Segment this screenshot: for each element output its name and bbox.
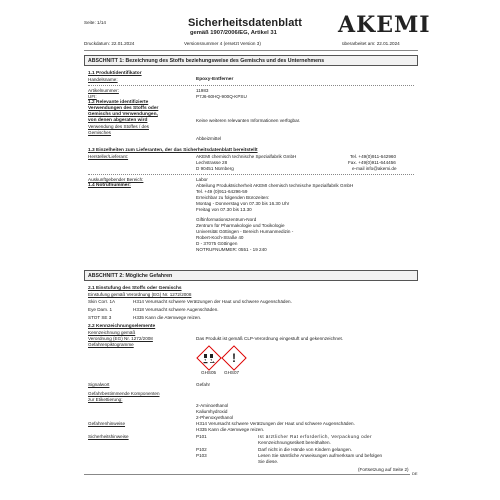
notruf-line-4: Montag - Donnerstag von 07.30 bis 16.30 Uhr [196, 201, 290, 206]
artikel-value: 11983 [196, 88, 209, 93]
footer-divider [84, 474, 410, 475]
continued-note: (Fortsetzung auf Seite 2) [358, 467, 409, 472]
s12-heading-1: 1.2 Relevante identifizierte [88, 100, 149, 105]
s14-heading: 1.4 Notrufnummer: [88, 183, 131, 188]
artikel-label: Artikelnummer: [88, 88, 119, 93]
footer-code: DE [412, 471, 418, 476]
s22-heading: 2.2 Kennzeichnungselemente [88, 324, 156, 329]
p102-code: P102 [196, 447, 207, 452]
phone-number: Tel. +49(0)911-642960 [350, 154, 397, 159]
s22-subheading-2: Verordnung (EG) Nr. 1272/2008 [88, 336, 153, 341]
auskunft-label: Auskunftgebender Bereich: [88, 177, 144, 182]
print-date: Druckdatum: 22.01.2024 [84, 41, 135, 46]
notruf-line-3: Erreichbar zu folgenden Bürozeiten: [196, 195, 270, 200]
s12-heading-3: Gemischs und Verwendungen, [88, 112, 158, 117]
hersteller-line-3: D 90451 Nürnberg [196, 166, 234, 171]
hersteller-line-1: AKEMI chemisch technische Spezialfabrik GmbH [196, 154, 297, 159]
notruf-line-2: Tel. +49 (0)911-64296-59 [196, 189, 248, 194]
notruf-line-9: Robert-Koch-Straße 40 [196, 235, 244, 240]
signal-word-value: Gefahr [196, 382, 211, 387]
hazard-class-1: Skin Corr. 1A [88, 299, 116, 304]
hazard-statement-2: H318 Verursacht schwere Augenschäden. [133, 307, 219, 312]
component-1: 2-Aminoethanol [196, 403, 229, 408]
component-2: Kaliumhydroxid [196, 409, 228, 414]
precautionary-label: Sicherheitshinweise [88, 434, 129, 439]
notruf-line-5: Freitag von 07.30 bis 13.30 [196, 207, 252, 212]
s12-value: Keine weiteren relevanten Informationen verfügbar. [196, 118, 301, 123]
notruf-line-11: NOTRUFNUMMER: 0551 - 19 240 [196, 247, 267, 252]
ufi-label: UFI: [88, 94, 97, 99]
document-subtitle: gemäß 1907/2006/EG, Artikel 31 [190, 30, 277, 36]
email-address[interactable]: e-mail info@akemi.de [352, 166, 397, 171]
p103-code: P103 [196, 453, 207, 458]
s21-subheading: Einstufung gemäß Verordnung (EG) Nr. 1272/2008 [88, 292, 192, 297]
s11-heading: 1.1 Produktidentifikator [88, 71, 142, 76]
exclamation-icon: ! [232, 351, 236, 365]
hazard-statement-h314: H314 Verursacht schwere Verätzungen der Haut und schwere Augenschäden. [196, 421, 355, 426]
notruf-line-7: Zentrum für Pharmakologie und Toxikologie [196, 223, 285, 228]
hazard-class-3: STOT SE 3 [88, 315, 112, 320]
section-1-heading: ABSCHNITT 1: Bezeichnung des Stoffs beziehungsweise des Gemischs und des Unternehmens [84, 55, 418, 66]
p101-text-2: Kennzeichnungsetikett bereithalten. [258, 440, 331, 445]
p101-code: P101 [196, 434, 207, 439]
s22-value: Das Produkt ist gemäß CLP-Verordnung eingestuft und gekennzeichnet. [196, 336, 344, 341]
fax-number: Fax. +49(0)911-644456 [348, 160, 396, 165]
components-label-2: zur Etikettierung: [88, 397, 123, 402]
gemisches-label: Gemisches [88, 130, 111, 135]
hazard-statement-h335: H335 Kann die Atemwege reizen. [196, 427, 265, 432]
akemi-logo: AKEMI [338, 12, 431, 38]
notruf-line-1: Abteilung Produktsicherheit AKEMI chemisch technische Spezialfabrik GmbH [196, 183, 354, 188]
ufi-value: P7J6-60HQ-900Q-KPSU [196, 94, 247, 99]
version-number: Versionsnummer 4 (ersetzt Version 3) [184, 41, 261, 46]
auskunft-value: Labor [196, 177, 208, 182]
ghs07-label: GHS07 [224, 370, 240, 375]
divider [88, 174, 414, 175]
divider [88, 85, 414, 86]
components-label-1: Gefahrbestimmende Komponenten [88, 391, 160, 396]
component-3: 2-Phenoxyethanol [196, 415, 234, 420]
verwendung-value: Abbeizmittel [196, 136, 222, 141]
hazard-class-2: Eye Dam. 1 [88, 307, 112, 312]
notruf-line-8: Universität Göttingen - Bereich Humanmedizin - [196, 229, 294, 234]
hazard-statements-label: Gefahrenhinweise [88, 421, 126, 426]
document-title: Sicherheitsdatenblatt [188, 17, 302, 29]
handelsname-label: Handelsname: [88, 77, 118, 82]
p103-text-2: Sie diese. [258, 459, 279, 464]
pictogram-label: Gefahrenpiktogramme [88, 342, 134, 347]
verwendung-label: Verwendung des Stoffes / des [88, 124, 149, 129]
hazard-statement-3: H335 Kann die Atemwege reizen. [133, 315, 202, 320]
hazard-statement-1: H314 Verursacht schwere Verätzungen der Haut und schwere Augenschäden. [133, 299, 292, 304]
signal-word-label: Signalwort [88, 382, 110, 387]
ghs05-label: GHS05 [201, 370, 217, 375]
p101-text-1: Ist ärztlicher Rat erforderlich, Verpackung oder [258, 434, 372, 439]
s21-heading: 2.1 Einstufung des Stoffs oder Gemischs [88, 286, 182, 291]
handelsname-value: Epoxy-Entferner [196, 77, 234, 82]
hersteller-label: Hersteller/Lieferant: [88, 154, 129, 159]
s22-subheading-1: Kennzeichnung gemäß [88, 330, 136, 335]
s13-heading: 1.3 Einzelheiten zum Lieferanten, der das Sicherheitsdatenblatt bereitstellt [88, 148, 258, 153]
header-divider [84, 50, 418, 51]
p102-text: Darf nicht in die Hände von Kindern gelangen. [258, 447, 352, 452]
p103-text-1: Lesen Sie sämtliche Anweisungen aufmerksam und befolgen [258, 453, 383, 458]
hersteller-line-2: Lechstrasse 28 [196, 160, 228, 165]
corrosion-icon [200, 349, 218, 367]
page-number: Seite: 1/14 [84, 20, 106, 25]
revision-date: überarbeitet am: 22.01.2024 [342, 41, 400, 46]
s12-heading-2: Verwendungen des Stoffs oder [88, 106, 159, 111]
section-2-heading: ABSCHNITT 2: Mögliche Gefahren [84, 270, 418, 281]
notruf-line-10: D - 37075 Göttingen [196, 241, 238, 246]
notruf-line-6: Giftinformationszentrum-Nord [196, 217, 257, 222]
s12-heading-4: von denen abgeraten wird [88, 118, 148, 123]
